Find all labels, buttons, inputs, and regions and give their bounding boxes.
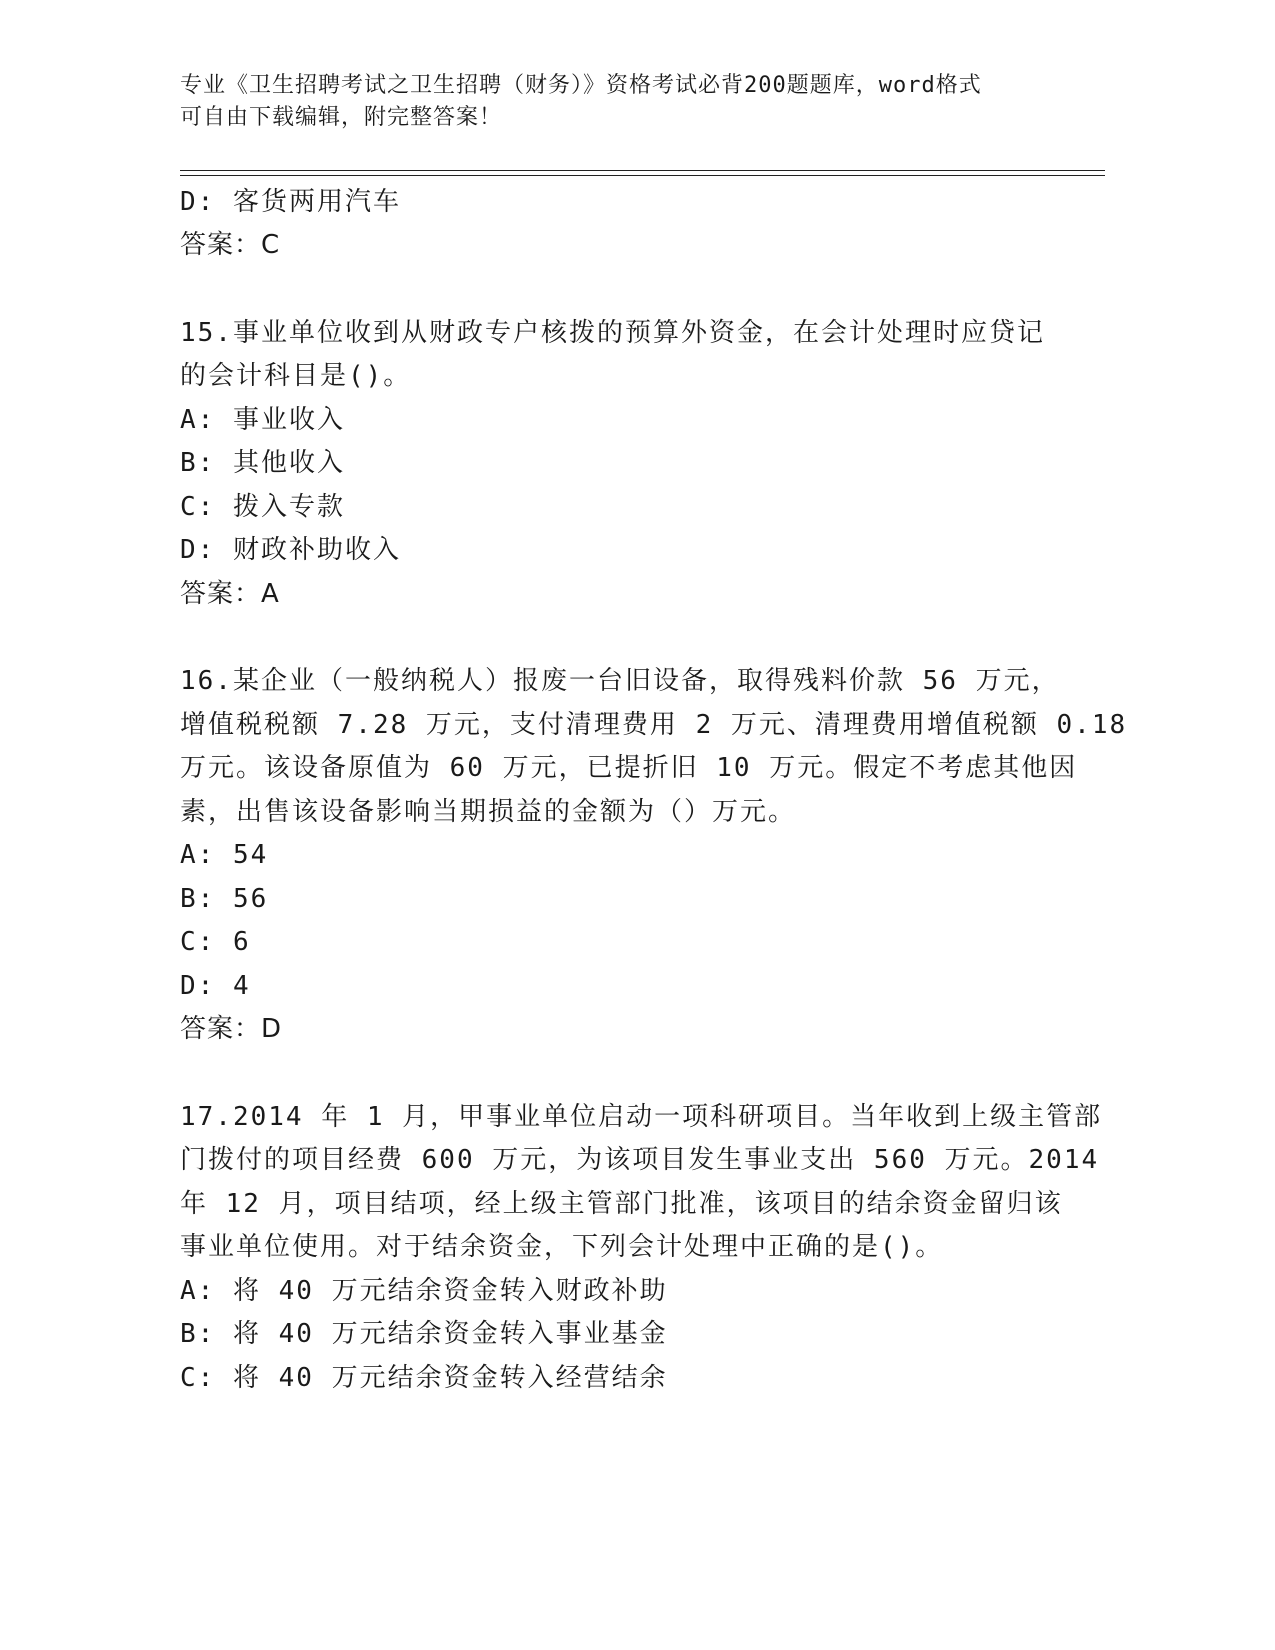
q16-option-d: D: 4 <box>180 971 251 1001</box>
header-title-line: 专业《卫生招聘考试之卫生招聘（财务）》资格考试必背200题题库，word格式 <box>180 73 982 98</box>
q15-option-a: A: 事业收入 <box>180 405 345 435</box>
q17-option-b: B: 将 40 万元结余资金转入事业基金 <box>180 1319 668 1349</box>
q14-option-d: D: 客货两用汽车 <box>180 187 401 217</box>
q17-stem-line-3: 年 12 月，项目结项，经上级主管部门批准，该项目的结余资金留归该 <box>180 1189 1063 1219</box>
q15-option-d: D: 财政补助收入 <box>180 535 401 565</box>
q16-stem-line-4: 素，出售该设备影响当期损益的金额为（）万元。 <box>180 797 797 827</box>
q16-option-a: A: 54 <box>180 840 269 870</box>
q17-stem-line-2: 门拨付的项目经费 600 万元，为该项目发生事业支出 560 万元。2014 <box>180 1145 1100 1175</box>
q15-option-b: B: 其他收入 <box>180 448 345 478</box>
q17-stem-line-4: 事业单位使用。对于结余资金，下列会计处理中正确的是()。 <box>180 1232 944 1262</box>
header-divider-bottom <box>180 175 1105 176</box>
document-header <box>180 70 1050 134</box>
header-divider-top <box>180 170 1105 171</box>
q16-stem-line-2: 增值税税额 7.28 万元，支付清理费用 2 万元、清理费用增值税额 0.18 <box>180 710 1128 740</box>
q16-stem-line-3: 万元。该设备原值为 60 万元，已提折旧 10 万元。假定不考虑其他因 <box>180 753 1078 783</box>
q16-stem-line-1: 16.某企业（一般纳税人）报废一台旧设备，取得残料价款 56 万元， <box>180 666 1060 696</box>
q17-stem-line-1: 17.2014 年 1 月，甲事业单位启动一项科研项目。当年收到上级主管部 <box>180 1102 1103 1132</box>
q17-option-a: A: 将 40 万元结余资金转入财政补助 <box>180 1276 668 1306</box>
q15-option-c: C: 拨入专款 <box>180 492 345 522</box>
q17-option-c: C: 将 40 万元结余资金转入经营结余 <box>180 1363 668 1393</box>
q15-answer: 答案：A <box>180 579 280 609</box>
q15-stem-line-1: 15.事业单位收到从财政专户核拨的预算外资金，在会计处理时应贷记 <box>180 318 1045 348</box>
q14-answer: 答案：C <box>180 230 281 260</box>
q15-stem-line-2: 的会计科目是()。 <box>180 361 412 391</box>
q16-answer: 答案：D <box>180 1014 283 1044</box>
q16-option-c: C: 6 <box>180 927 251 957</box>
header-subtitle-line: 可自由下载编辑，附完整答案！ <box>180 105 503 130</box>
q16-option-b: B: 56 <box>180 884 269 914</box>
